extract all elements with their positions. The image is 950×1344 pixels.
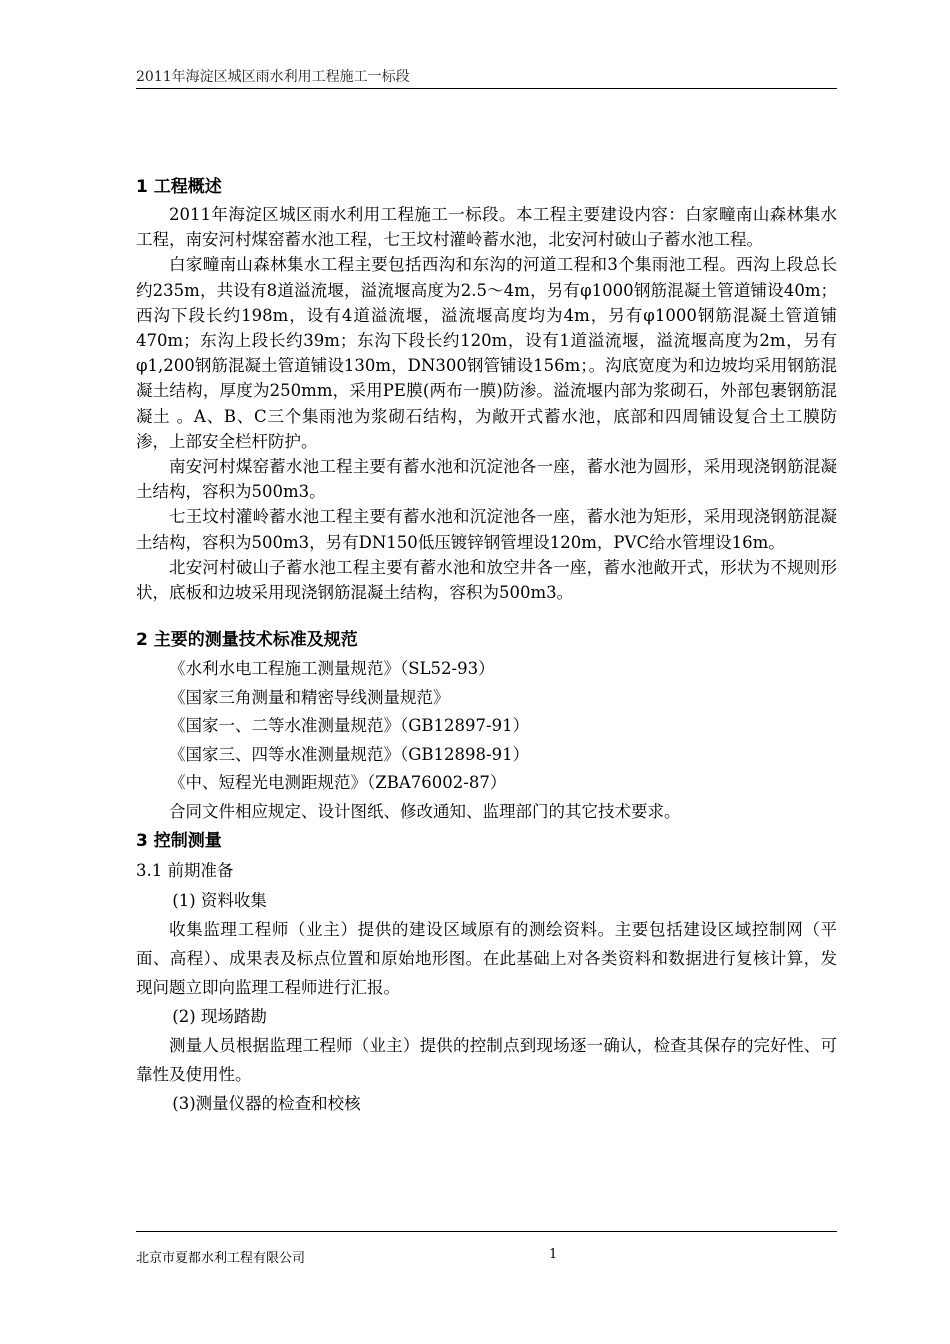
footer-company: 北京市夏都水利工程有限公司	[136, 1251, 306, 1266]
standard-item: 《中、短程光电测距规范》（ZBA76002-87）	[169, 773, 507, 793]
standard-item: 《水利水电工程施工测量规范》（SL52-93）	[169, 659, 495, 679]
section-3-heading: 3 控制测量	[136, 831, 222, 852]
section-2-heading: 2 主要的测量技术标准及规范	[136, 630, 358, 651]
standard-item: 《国家三、四等水准测量规范》（GB12898-91）	[169, 744, 530, 764]
subsection-heading: 3.1 前期准备	[136, 861, 234, 881]
header-divider	[136, 88, 837, 89]
spacer	[136, 605, 837, 625]
section-1-paragraph: 七王坟村灌岭蓄水池工程主要有蓄水池和沉淀池各一座，蓄水池为矩形，采用现浇钢筋混凝土结构，容积为500m3，另有DN150低压镀锌钢管埋设120m，PVC给水管埋设16m。	[136, 507, 837, 552]
document-body	[136, 172, 837, 1118]
section-1-paragraph: 2011年海淀区城区雨水利用工程施工一标段。本工程主要建设内容：白家疃南山森林集水工程，南安河村煤窑蓄水池工程，七王坟村灌岭蓄水池，北安河村破山子蓄水池工程。	[136, 205, 837, 250]
item-title: (2) 现场踏勘	[172, 1007, 267, 1027]
standard-item: 合同文件相应规定、设计图纸、修改通知、监理部门的其它技术要求。	[169, 801, 681, 821]
section-1-paragraph: 白家疃南山森林集水工程主要包括西沟和东沟的河道工程和3个集雨池工程。西沟上段总长约235m，共设有8道溢流堰，溢流堰高度为2.5～4m，另有φ1000钢筋混凝土管道铺设40m；西沟下段长约198m，设有4道溢流堰，溢流堰高度均为4m，另有φ1000钢筋混凝土管道铺470m；东沟上段长约39m；东沟下段长约120m，设有1道溢流堰，溢流堰高度为2m，另有φ1,200钢筋混凝土管道铺设130m，DN300钢管铺设156m；。沟底宽度为和边坡均采用钢筋混凝土结构，厚度为250mm，采用PE膜(两布一膜)防渗。溢流堰内部为浆砌石，外部包裹钢筋混凝土 。A、B、C三个集雨池为浆砌石结构，为敞开式蓄水池，底部和四周铺设复合土工膜防渗，上部安全栏杆防护。	[136, 255, 837, 451]
standard-item: 《国家三角测量和精密导线测量规范》	[169, 687, 450, 707]
item-title: (1) 资料收集	[172, 891, 267, 911]
item-paragraph: 收集监理工程师（业主）提供的建设区域原有的测绘资料。主要包括建设区域控制网（平面、高程）、成果表及标点位置和原始地形图。在此基础上对各类资料和数据进行复核计算，发现问题立即向监理工程师进行汇报。	[136, 920, 837, 998]
section-1-paragraph: 北安河村破山子蓄水池工程主要有蓄水池和放空井各一座，蓄水池敞开式，形状为不规则形状，底板和边坡采用现浇钢筋混凝土结构，容积为500m3。	[136, 557, 837, 603]
section-1-paragraph: 南安河村煤窑蓄水池工程主要有蓄水池和沉淀池各一座，蓄水池为圆形，采用现浇钢筋混凝土结构，容积为500m3。	[136, 457, 837, 502]
section-1-heading: 1 工程概述	[136, 177, 222, 197]
item-title: (3)测量仪器的检查和校核	[172, 1094, 361, 1114]
standard-item: 《国家一、二等水准测量规范》（GB12897-91）	[169, 716, 530, 736]
item-paragraph: 测量人员根据监理工程师（业主）提供的控制点到现场逐一确认，检查其保存的完好性、可靠性及使用性。	[136, 1036, 837, 1085]
footer-divider	[136, 1231, 837, 1232]
page-number: 1	[549, 1247, 558, 1262]
page-header: 2011年海淀区城区雨水利用工程施工一标段	[136, 69, 410, 85]
